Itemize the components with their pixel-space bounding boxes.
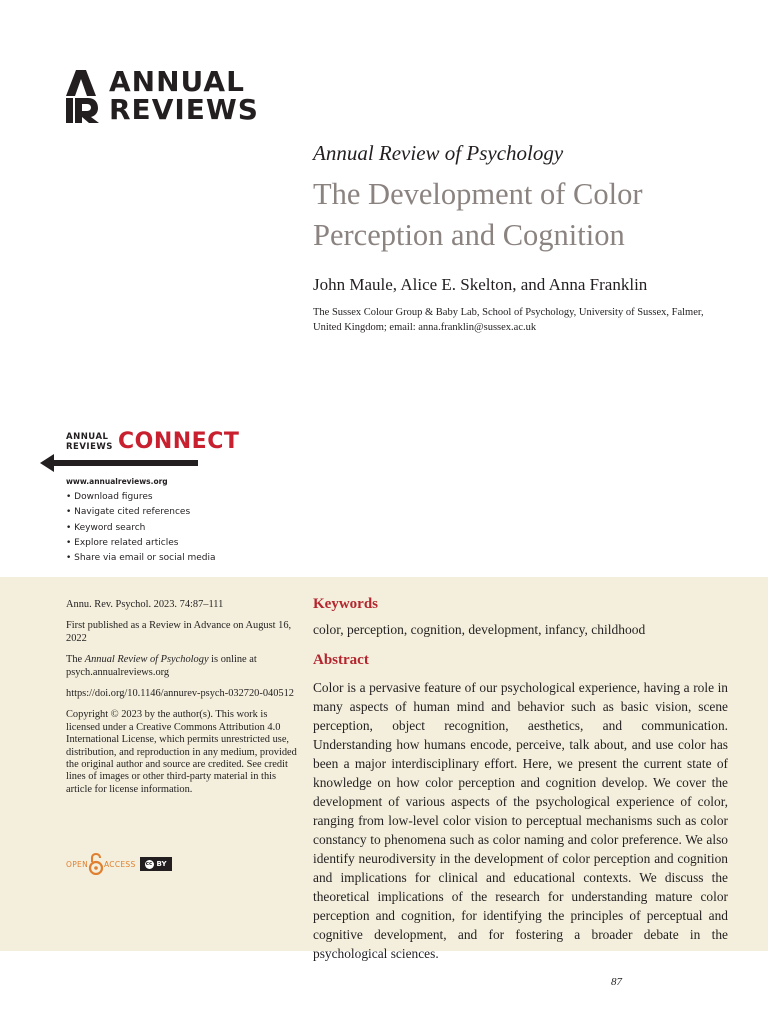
first-published: First published as a Review in Advance on August 16, 2022 <box>66 620 292 644</box>
list-item: • Keyword search <box>66 521 216 536</box>
cc-icon: cc <box>145 861 153 867</box>
journal-name: Annual Review of Psychology <box>313 141 564 165</box>
annual-reviews-connect-box[interactable] <box>40 429 240 564</box>
publisher-name-line2: REVIEWS <box>109 93 259 126</box>
list-item: • Download figures <box>66 490 216 505</box>
copyright-notice: Copyright © 2023 by the author(s). This work is licensed under a Creative Commons Attribution 4.0 International License, which permits unrestricted use, distribution, and reproduction in any medium, provided the original author and source are credited. See credit lines of images or other third-party material in this article for license information. <box>66 709 297 795</box>
arrow-left-icon <box>40 452 200 474</box>
list-item: • Navigate cited references <box>66 505 216 520</box>
article-title: The Development of Color Perception and Cognition <box>313 177 643 252</box>
article-authors: John Maule, Alice E. Skelton, and Anna Franklin <box>313 275 648 294</box>
cc-by-label: BY <box>156 860 167 868</box>
connect-small-line2: REVIEWS <box>66 442 113 452</box>
publication-sidebar <box>66 599 298 805</box>
publisher-name-line1: ANNUAL <box>109 65 245 98</box>
author-affiliation: The Sussex Colour Group & Baby Lab, School of Psychology, University of Sussex, Falmer, United Kingdom; email: anna.franklin@sussex.ac.uk <box>313 307 704 333</box>
abstract-text: Color is a pervasive feature of our psychological experience, having a role in many aspects of human mind and behavior such as basic vision, scene perception, object recognition, aesthetics, and communication. Understanding how humans encode, perceive, talk about, and use color has been a major interdisciplinary effort. Here, we present the current state of knowledge on how color perception and cognition develop. We cover the development of various aspects of the psychological experience of color, ranging from low-level color vision to perceptual mechanisms such as color constancy to phenomena such as color naming and color preference. We also identify neurodiversity in the development of color perception and cognition and implications for clinical and educational contexts. We discuss the theoretical implications of the research for understanding mature color perception and cognition, for identifying the principles of perceptual and cognitive development, and for fostering a broader debate in the psychological sciences. <box>313 680 728 961</box>
connect-small-line1: ANNUAL <box>66 432 109 442</box>
page-number: 87 <box>611 976 622 988</box>
citation: Annu. Rev. Psychol. 2023. 74:87–111 <box>66 599 224 610</box>
doi-link[interactable]: https://doi.org/10.1146/annurev-psych-032720-040512 <box>66 688 294 700</box>
connect-header <box>40 429 240 470</box>
publisher-name <box>109 65 259 126</box>
connect-title: CONNECT <box>118 429 240 454</box>
list-item: • Share via email or social media <box>66 551 216 566</box>
online-journal: Annual Review of Psychology <box>84 654 209 666</box>
connect-small-logo <box>66 432 113 452</box>
list-item: • Explore related articles <box>66 536 216 551</box>
open-lock-icon <box>88 853 104 875</box>
online-prefix: The <box>66 654 85 666</box>
ar-logo-icon <box>66 70 100 123</box>
access-label: ACCESS <box>103 859 136 869</box>
connect-features-list <box>66 490 216 566</box>
online-suffix: is online at psych.annualreviews.org <box>66 654 257 678</box>
publisher-logo <box>66 65 259 126</box>
connect-url[interactable]: www.annualreviews.org <box>66 477 168 486</box>
keywords-text: color, perception, cognition, development, infancy, childhood <box>313 622 646 637</box>
cc-by-license-badge <box>140 857 172 871</box>
keywords-heading: Keywords <box>313 596 378 612</box>
abstract-heading: Abstract <box>313 652 369 668</box>
open-label: OPEN <box>66 859 88 869</box>
open-access-badge <box>66 853 172 875</box>
online-note <box>66 654 298 679</box>
